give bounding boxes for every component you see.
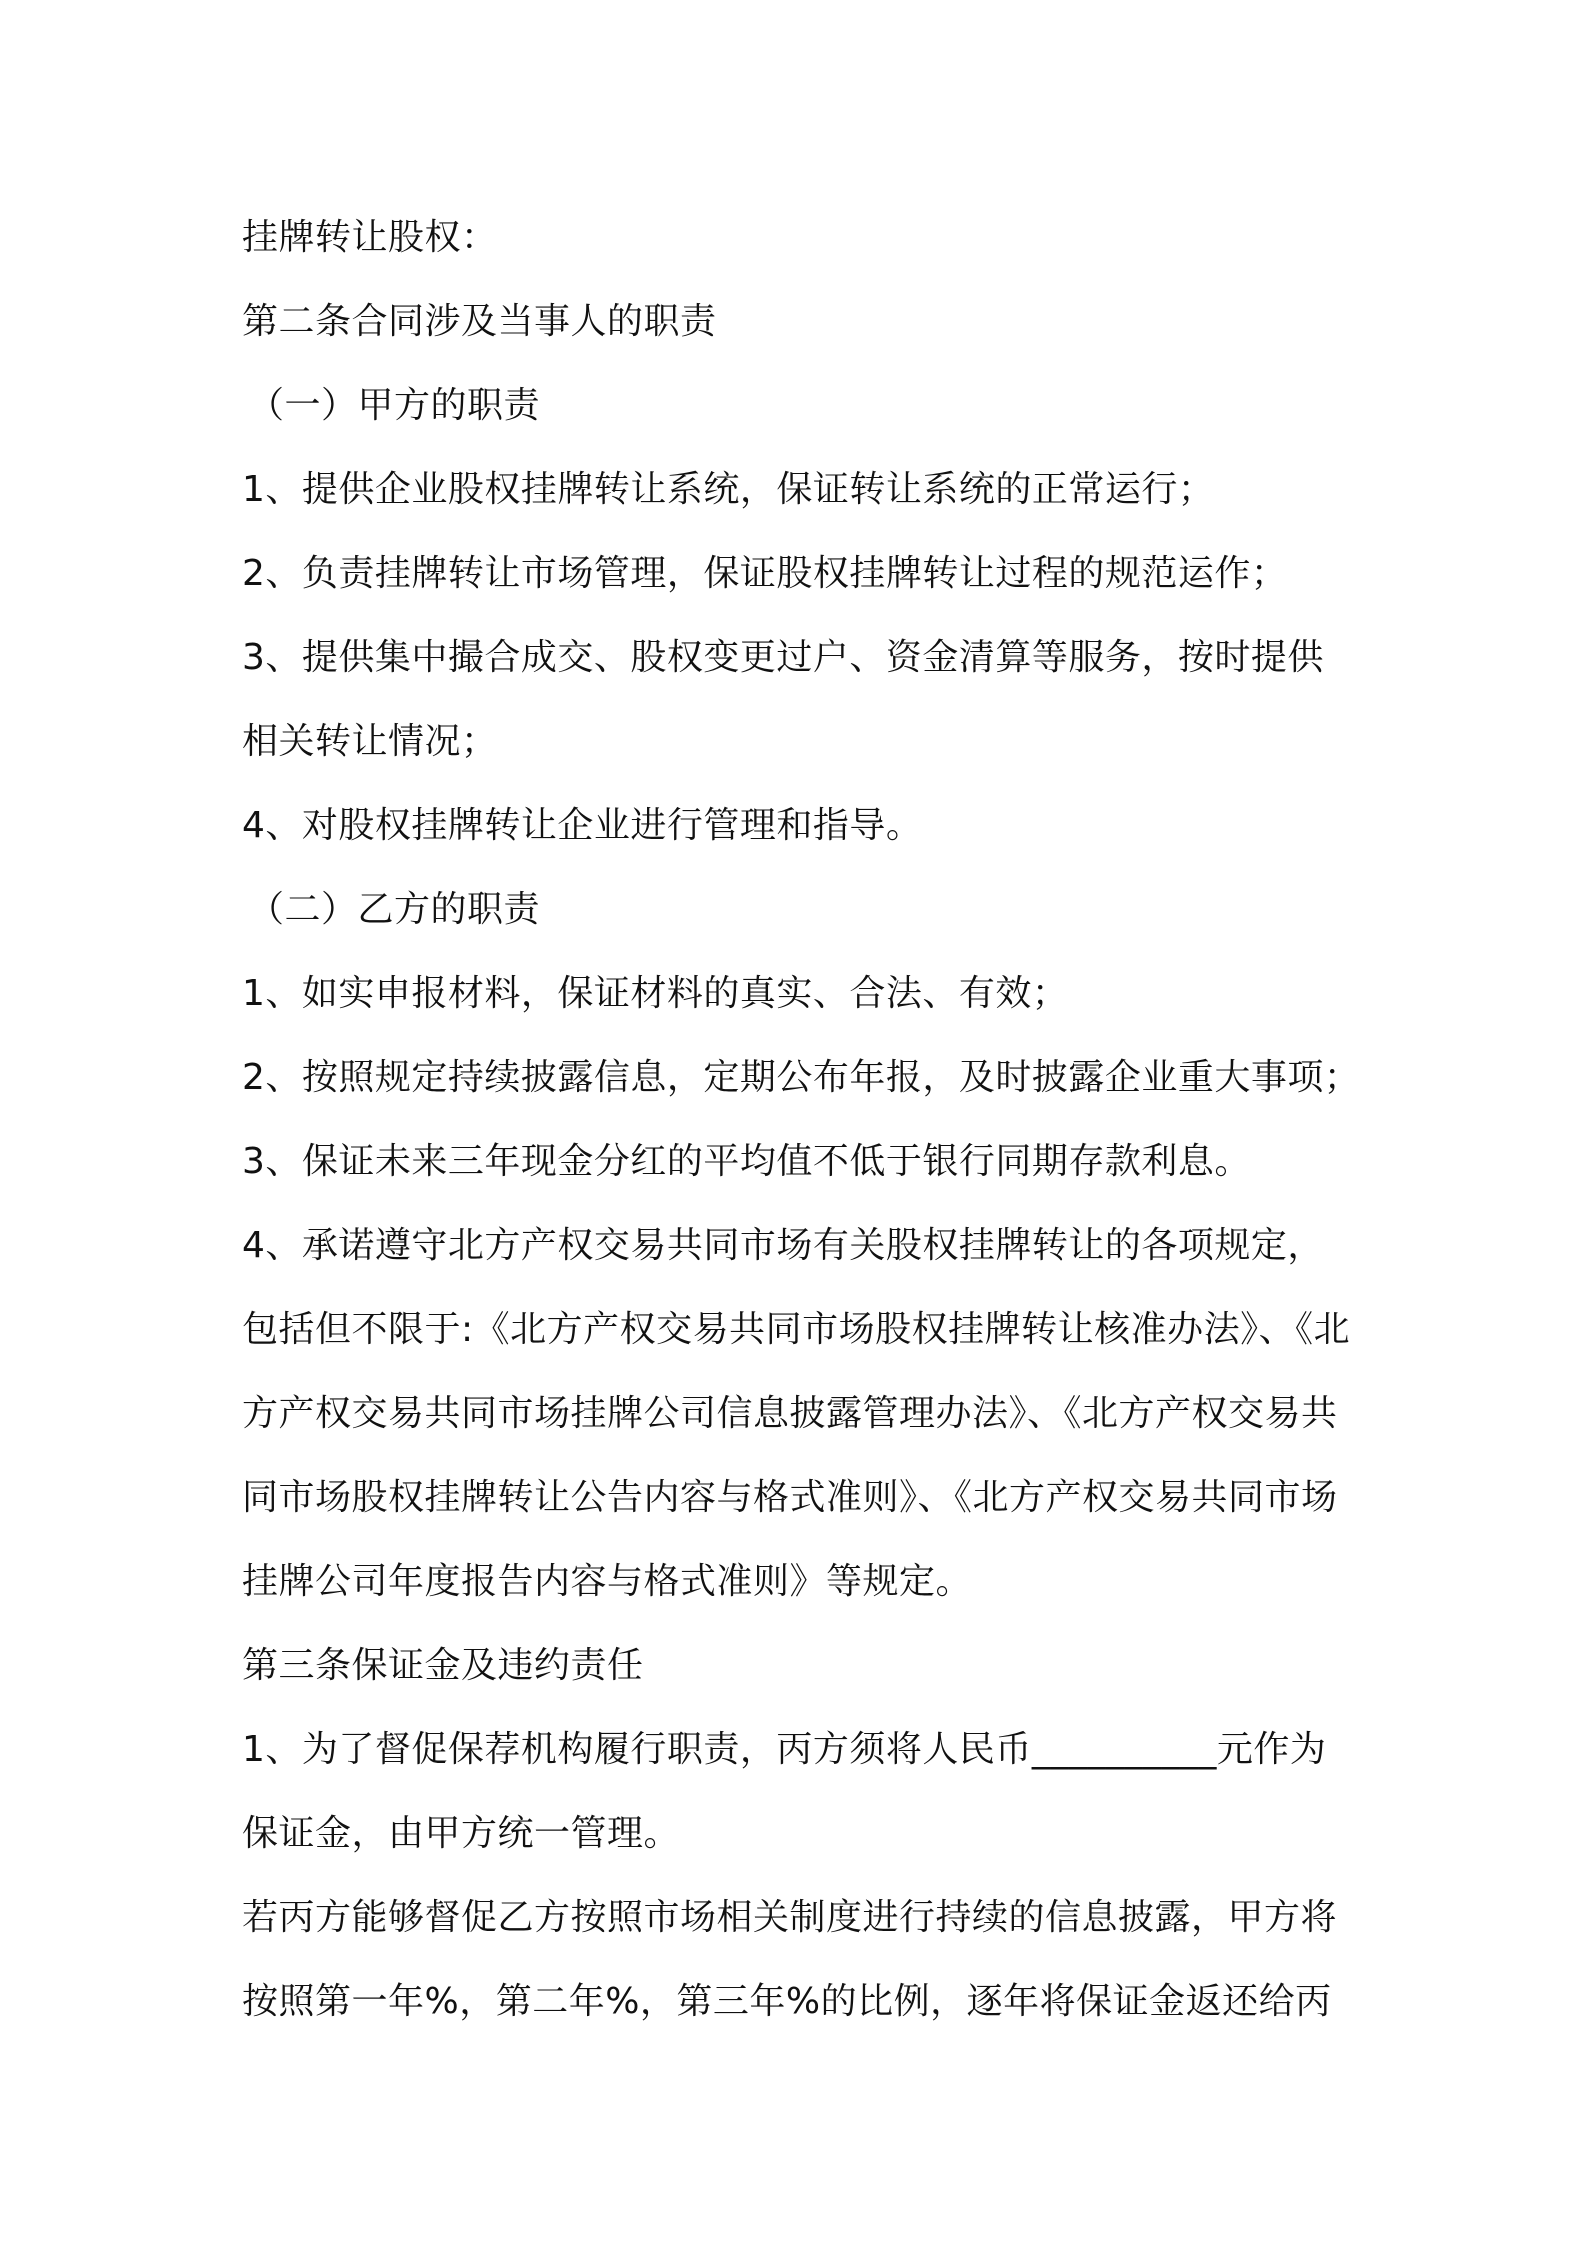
party-b-duty-4-cont-2: 方产权交易共同市场挂牌公司信息披露管理办法》、《北方产权交易共 <box>242 1393 1338 1434</box>
deposit-return-clause-cont: 按照第一年%，第二年%，第三年%的比例，逐年将保证金返还给丙 <box>242 1981 1332 2022</box>
party-b-duty-4-cont-4: 挂牌公司年度报告内容与格式准则》等规定。 <box>242 1561 973 1602</box>
party-a-duty-3: 3、提供集中撮合成交、股权变更过户、资金清算等服务，按时提供 <box>242 637 1324 678</box>
party-a-duty-2: 2、负责挂牌转让市场管理，保证股权挂牌转让过程的规范运作； <box>242 553 1288 594</box>
article-two-heading: 第二条合同涉及当事人的职责 <box>242 301 717 342</box>
section-party-a-heading: （一）甲方的职责 <box>248 385 541 426</box>
party-b-duty-4: 4、承诺遵守北方产权交易共同市场有关股权挂牌转让的各项规定， <box>242 1225 1324 1266</box>
text-line-intro: 挂牌转让股权： <box>242 217 498 258</box>
deposit-clause-1: 1、为了督促保荐机构履行职责，丙方须将人民币__________元作为 <box>242 1729 1327 1770</box>
party-b-duty-1: 1、如实申报材料，保证材料的真实、合法、有效； <box>242 973 1069 1014</box>
party-a-duty-4: 4、对股权挂牌转让企业进行管理和指导。 <box>242 805 923 846</box>
party-b-duty-2: 2、按照规定持续披露信息，定期公布年报，及时披露企业重大事项； <box>242 1057 1361 1098</box>
deposit-clause-1-cont: 保证金，由甲方统一管理。 <box>242 1813 681 1854</box>
party-a-duty-3-cont: 相关转让情况； <box>242 721 498 762</box>
party-b-duty-4-cont-3: 同市场股权挂牌转让公告内容与格式准则》、《北方产权交易共同市场 <box>242 1477 1338 1518</box>
party-a-duty-1: 1、提供企业股权挂牌转让系统，保证转让系统的正常运行； <box>242 469 1215 510</box>
party-b-duty-3: 3、保证未来三年现金分红的平均值不低于银行同期存款利息。 <box>242 1141 1251 1182</box>
section-party-b-heading: （二）乙方的职责 <box>248 889 541 930</box>
deposit-return-clause: 若丙方能够督促乙方按照市场相关制度进行持续的信息披露，甲方将 <box>242 1897 1338 1938</box>
party-b-duty-4-cont-1: 包括但不限于:《北方产权交易共同市场股权挂牌转让核准办法》、《北 <box>242 1309 1351 1350</box>
document-body <box>242 196 1372 2044</box>
article-three-heading: 第三条保证金及违约责任 <box>242 1645 644 1686</box>
